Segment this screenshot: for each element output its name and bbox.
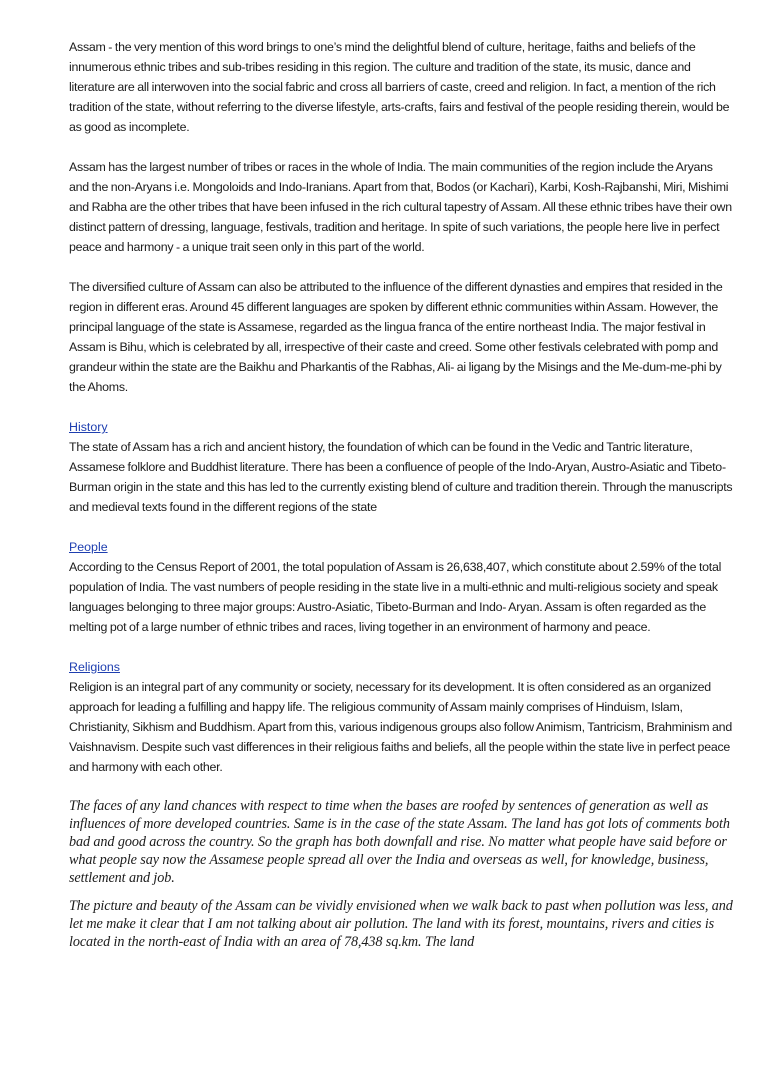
- people-body: According to the Census Report of 2001, the total population of Assam is 26,638,407, which constitute about 2.59% of the total population of India. The vast numbers of people residing in the state live in a multi-ethnic and multi-religious society and speak languages belonging to three major groups: Austro-Asiatic, Tibeto-Burman and Indo- Aryan. Assam is often regarded as the melting pot of a large number of ethnic tribes and races, living together in an environment of harmony and peace.: [69, 560, 722, 634]
- italic-paragraph-picture: The picture and beauty of the Assam can be vividly envisioned when we walk back to past when pollution was less, and let me make it clear that I am not talking about air pollution. The land with its forest, mountains, rivers and cities is located in the north-east of India with an area of 78,438 sq.km. The land: [69, 898, 733, 950]
- section-people: [69, 537, 733, 637]
- italic-essay-block: [69, 797, 733, 951]
- religions-body: Religion is an integral part of any community or society, necessary for its development. It is often considered as an organized approach for leading a fulfilling and happy life. The religious community of Assam mainly comprises of Hinduism, Islam, Christianity, Sikhism and Buddhism. Apart from this, various indigenous groups also follow Animism, Tantricism, Brahminism and Vaishnavism. Despite such vast differences in their religious faiths and beliefs, all the people within the state live in perfect peace and harmony with each other.: [69, 680, 732, 774]
- intro-paragraph-culture: Assam - the very mention of this word brings to one’s mind the delightful blend of culture, heritage, faiths and beliefs of the innumerous ethnic tribes and sub-tribes residing in this region. The culture and tradition of the state, its music, dance and literature are all interwoven into the social fabric and cross all barriers of caste, creed and religion. In fact, a mention of the rich tradition of the state, without referring to the diverse lifestyle, arts-crafts, fairs and festival of the people residing therein, would be as good as incomplete.: [69, 40, 730, 134]
- history-link[interactable]: History: [69, 420, 108, 434]
- document-page: [69, 37, 733, 961]
- italic-paragraph-faces: The faces of any land chances with respect to time when the bases are roofed by sentences of generation as well as influences of more developed countries. Same is in the case of the state Assam. The land has got lots of comments both bad and good across the country. So the graph has both downfall and rise. No matter what people have said before or what people say now the Assamese people spread all over the India and overseas as well, for knowledge, business, settlement and job.: [69, 798, 730, 886]
- intro-paragraph-languages: The diversified culture of Assam can also be attributed to the influence of the different dynasties and empires that resided in the region in different eras. Around 45 different languages are spoken by different ethnic communities within Assam. However, the principal language of the state is Assamese, regarded as the lingua franca of the entire northeast India. The major festival in Assam is Bihu, which is celebrated by all, irrespective of their caste and creed. Some other festivals celebrated with pomp and grandeur within the state are the Baikhu and Pharkantis of the Rabhas, Ali- ai ligang by the Misings and the Me-dum-me-phi by the Ahoms.: [69, 280, 723, 394]
- intro-paragraph-tribes: Assam has the largest number of tribes or races in the whole of India. The main communities of the region include the Aryans and the non-Aryans i.e. Mongoloids and Indo-Iranians. Apart from that, Bodos (or Kachari), Karbi, Kosh-Rajbanshi, Miri, Mishimi and Rabha are the other tribes that have been infused in the rich cultural tapestry of Assam. All these ethnic tribes have their own distinct pattern of dressing, language, festivals, tradition and heritage. In spite of such variations, the people here live in perfect peace and harmony - a unique trait seen only in this part of the world.: [69, 160, 732, 254]
- section-religions: [69, 657, 733, 777]
- people-link[interactable]: People: [69, 540, 108, 554]
- religions-link[interactable]: Religions: [69, 660, 120, 674]
- section-history: [69, 417, 733, 517]
- history-body: The state of Assam has a rich and ancient history, the foundation of which can be found in the Vedic and Tantric literature, Assamese folklore and Buddhist literature. There has been a confluence of people of the Indo-Aryan, Austro-Asiatic and Tibeto-Burman origin in the state and this has led to the currently existing blend of culture and tradition therein. Through the manuscripts and medieval texts found in the different regions of the state: [69, 440, 733, 514]
